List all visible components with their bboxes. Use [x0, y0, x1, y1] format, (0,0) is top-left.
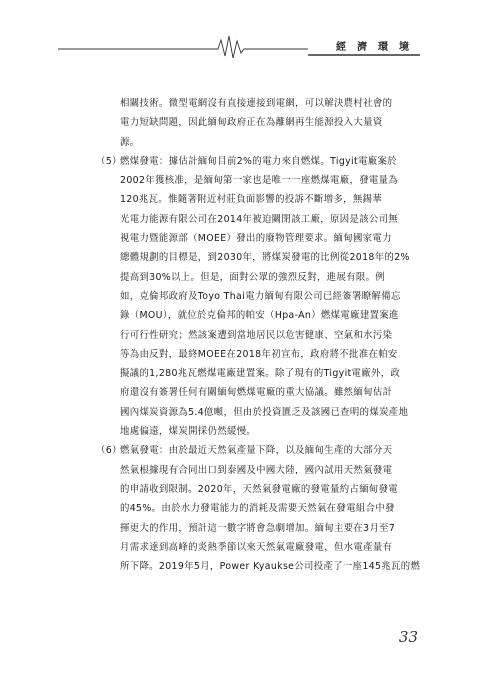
text-line: 然氣根據現有合同出口到泰國及中國大陸，國內試用天然氣發電 — [120, 464, 393, 476]
header-title: 經濟環境 — [336, 42, 420, 53]
body-text — [96, 94, 421, 576]
text-line: 提高到30%以上。但是，面對公眾的強烈反對，進展有限。例 — [120, 271, 386, 283]
text-line: 所下降。2019年5月，Power Kyaukse公司投產了一座145兆瓦的燃 — [120, 561, 421, 573]
text-line: 如，克倫邦政府及Toyo Thai電力緬甸有限公司已經簽署瞭解備忘 — [120, 290, 401, 302]
text-line: 的申請收到限制。2020年，天然氣發電廠的發電量約占緬甸發電 — [120, 483, 399, 495]
text-line: 府還沒有簽署任何有關緬甸燃煤電廠的重大協議。雖然緬甸估計 — [120, 387, 393, 399]
text-line: 視電力暨能源部（MOEE）發出的廢物管理要求。緬甸國家電力 — [120, 233, 392, 245]
text-line: 國內煤炭資源為5.4億噸，但由於投資匱乏及該國已查明的煤炭產地 — [120, 406, 409, 418]
running-header — [58, 32, 420, 58]
text-line: 2002年獲核准，是緬甸第一家也是唯一一座燃煤電廠，發電量為 — [120, 175, 399, 187]
text-line: 錄（MOU），就位於克倫邦的帕安（Hpa-An）燃煤電廠建置案進 — [120, 310, 399, 322]
paragraph-continuation — [120, 94, 420, 152]
text-line: 電力短缺問題，因此緬甸政府正在為離網再生能源投入大量資 — [120, 117, 383, 129]
paragraph-coal-power — [96, 152, 420, 441]
paragraph-gas-power — [96, 441, 421, 576]
text-line: 燃氣發電：由於最近天然氣產量下降，以及緬甸生產的大部分天 — [120, 445, 393, 457]
text-line: 相關技術。微型電網沒有直接連接到電網，可以解決農村社會的 — [120, 98, 393, 109]
text-line: 揮更大的作用，預計這一數字將會急劇增加。緬甸主要在3月至7 — [120, 522, 396, 534]
text-line: 的45%。由於水力發電能力的消耗及需要天然氣在發電組合中發 — [120, 503, 395, 515]
list-number: （6） — [96, 445, 122, 457]
text-line: 行可行性研究；然該案遭到當地居民以危害健康、空氣和水污染 — [120, 329, 393, 341]
text-line: 地處偏遠，煤炭開採仍然緩慢。 — [120, 426, 257, 438]
text-line: 光電力能源有限公司在2014年被迫關閉該工廠，原因是該公司無 — [120, 213, 399, 225]
text-line: 等為由反對，最終MOEE在2018年初宣布，政府將不批准在帕安 — [120, 348, 398, 360]
text-line: 月需求達到高峰的炎熱季節以來天然氣電廠發電，但水電產量有 — [120, 541, 393, 553]
text-line: 擬議的1,280兆瓦燃煤電廠建置案。除了現有的Tigyit電廠外，政 — [120, 368, 401, 380]
text-line: 120兆瓦。惟隨著附近村莊負面影響的投訴不斷增多，無錫華 — [120, 194, 383, 206]
text-line: 源。 — [120, 136, 140, 148]
list-number: （5） — [96, 155, 122, 167]
page-number: 33 — [398, 628, 418, 646]
text-line: 總體規劃的目標是，到2030年，將煤炭發電的比例從2018年的2% — [120, 252, 410, 264]
text-line: 燃煤發電：據估計緬甸目前2%的電力來自燃煤。Tigyit電廠案於 — [120, 155, 397, 167]
